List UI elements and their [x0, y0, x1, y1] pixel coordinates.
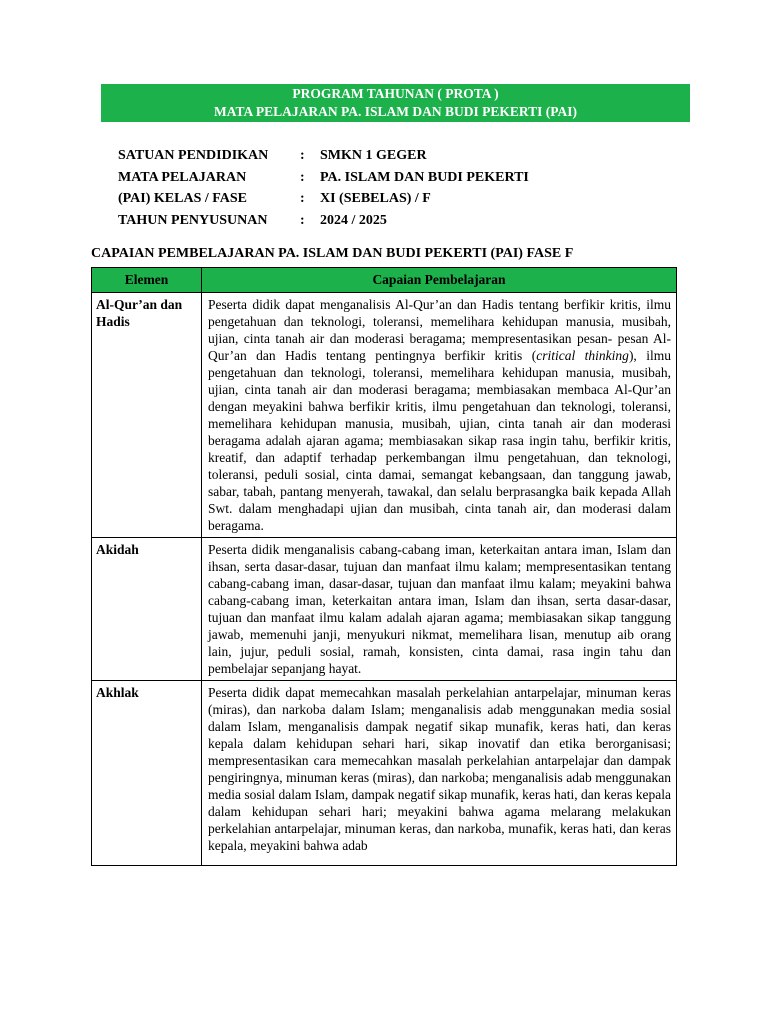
- table-row: [92, 538, 677, 681]
- identity-separator: :: [300, 191, 305, 206]
- outcome-text: [202, 293, 677, 538]
- table-row: [92, 681, 677, 866]
- table-row: [92, 293, 677, 538]
- outcome-text: Peserta didik dapat memecahkan masalah perkelahian antarpelajar, minuman keras (miras), dan narkoba dalam Islam; menganalisis adab menggunakan media sosial dalam Islam, menganalisis dampak negatif sikap munafik, keras hati, dan keras kepala dalam kehidupan sehari hari, sikap inovatif dan etika berorganisasi; mempresentasikan cara memecahkan masalah perkelahian antarpelajar dan dampak pengiringnya, minuman keras (miras), dan narkoba; menganalisis adab menggunakan media sosial dalam Islam, dampak negatif sikap munafik, keras hati, dan keras kepala dalam kehidupan sehari hari; meyakini bahwa agama melarang melakukan perkelahian antarpelajar, minuman keras, dan narkoba, munafik, keras hati, dan keras kepala, meyakini bahwa adab: [202, 681, 677, 866]
- identity-separator: :: [300, 148, 305, 163]
- identity-separator: :: [300, 212, 305, 228]
- column-header-elemen: Elemen: [92, 268, 202, 293]
- identity-row: [118, 167, 529, 189]
- identity-value: XI (SEBELAS) / F: [320, 191, 431, 206]
- learning-outcomes-table: [91, 267, 677, 866]
- element-name: Akhlak: [92, 681, 202, 866]
- identity-label: TAHUN PENYUSUNAN: [118, 212, 268, 228]
- outcome-text: Peserta didik menganalisis cabang-cabang iman, keterkaitan antara iman, Islam dan ihsan, serta dasar-dasar, tujuan dan manfaat ilmu kalam; mempresentasikan tentang cabang-cabang iman, dasar-dasar, tujuan dan manfaat ilmu kalam; meyakini bahwa cabang-cabang iman, keterkaitan antara iman, Islam dan ihsan, serta dasar-dasar, tujuan dan manfaat ilmu kalam adalah ajaran agama; membiasakan sikap tanggung jawab, memenuhi janji, menyukuri nikmat, memelihara lisan, menutup aib orang lain, jujur, peduli sosial, ramah, konsisten, cinta damai, rasa ingin tahu dan pembelajar sepanjang hayat.: [202, 538, 677, 681]
- identity-row: [118, 210, 529, 232]
- identity-label: MATA PELAJARAN: [118, 169, 247, 185]
- identity-row: [118, 145, 529, 167]
- page-bottom-margin: [0, 916, 768, 1024]
- identity-value: 2024 / 2025: [320, 212, 387, 228]
- column-header-capaian: Capaian Pembelajaran: [202, 268, 677, 293]
- banner-title-line1: PROGRAM TAHUNAN ( PROTA ): [292, 86, 499, 101]
- banner-title-line2: MATA PELAJARAN PA. ISLAM DAN BUDI PEKERTI (PAI): [213, 104, 578, 119]
- element-name: Al-Qur’an dan Hadis: [92, 293, 202, 538]
- identity-table: [118, 145, 529, 231]
- identity-separator: :: [300, 169, 305, 185]
- element-name: Akidah: [92, 538, 202, 681]
- identity-label: SATUAN PENDIDIKAN: [118, 148, 269, 163]
- title-banner: [101, 84, 690, 122]
- identity-row: [118, 188, 529, 210]
- outcome-text-part: ), ilmu pengetahuan dan teknologi, toleransi, memelihara kehidupan manusia, musibah, ujian, cinta tanah air dan moderasi beragama; membiasakan membaca Al-Qur’an dengan meyakini bahwa berfikir kritis, ilmu pengetahuan dan teknologi, toleransi, memelihara kehidupan manusia, musibah, ujian, cinta tanah air dan moderasi beragama adalah ajaran agama; membiasakan sikap rasa ingin tahu, berfikir kritis, kreatif, dan adaptif terhadap perkembangan ilmu pengetahuan, dan teknologi, toleransi, peduli sosial, cinta damai, semangat kebangsaan, dan tanggung jawab, sabar, tabah, pantang menyerah, tawakal, dan selalu berprasangka baik kepada Allah Swt. dalam menghadapi ujian dan musibah, cinta tanah air, dan moderasi dalam beragama.: [208, 348, 671, 533]
- outcome-text-part: Peserta didik dapat menganalisis Al-Qur’an dan Hadis tentang berfikir kritis, ilmu pengetahuan dan teknologi, toleransi, memelihara kehidupan manusia, musibah, ujian, cinta tanah air dan moderasi beragama; mempresentasikan pesan- pesan Al-Qur’an dan Hadis tentang pentingnya berfikir kritis (: [208, 297, 671, 363]
- identity-value: SMKN 1 GEGER: [320, 148, 427, 163]
- section-heading: CAPAIAN PEMBELAJARAN PA. ISLAM DAN BUDI PEKERTI (PAI) FASE F: [91, 246, 574, 261]
- identity-label: (PAI) KELAS / FASE: [118, 191, 247, 206]
- identity-value: PA. ISLAM DAN BUDI PEKERTI: [320, 169, 529, 185]
- outcome-text-italic: critical thinking: [536, 348, 629, 363]
- table-header-row: [92, 268, 677, 293]
